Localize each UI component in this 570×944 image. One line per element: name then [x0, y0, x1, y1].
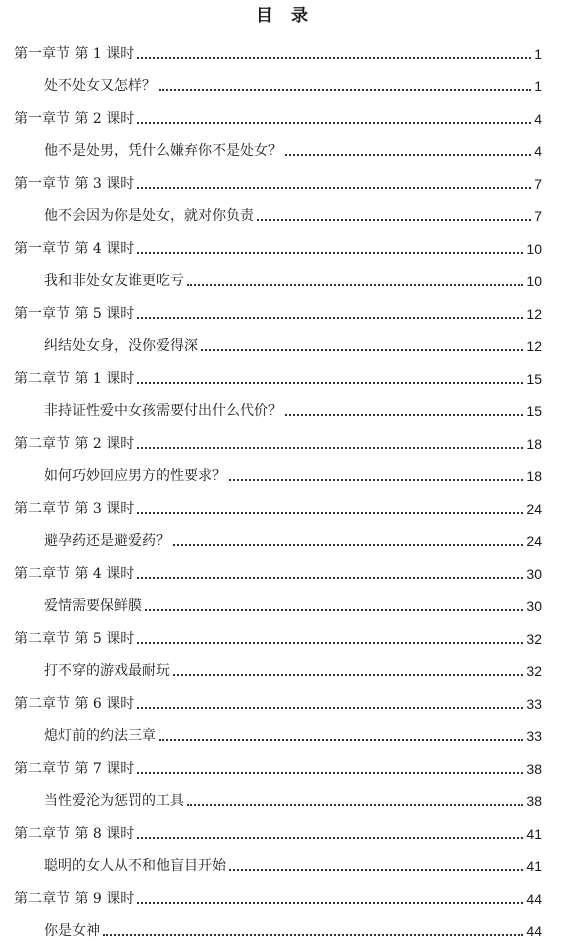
toc-title: 目 录 [0, 4, 570, 28]
toc-entry-title: 如何巧妙回应男方的性要求？ [44, 467, 226, 485]
dot-leader [137, 317, 523, 319]
toc-page-number: 15 [526, 402, 542, 420]
toc-page-number: 1 [534, 77, 542, 95]
toc-page-number: 33 [526, 695, 542, 713]
toc-list [0, 34, 570, 944]
toc-entry-title: 打不穿的游戏最耐玩 [44, 662, 170, 680]
dot-leader [229, 869, 523, 871]
toc-section-entry[interactable] [0, 457, 570, 490]
toc-page-number: 30 [526, 597, 542, 615]
toc-chapter-entry[interactable] [0, 554, 570, 587]
toc-page-number: 12 [526, 337, 542, 355]
toc-entry-title: 避孕药还是避爱药？ [44, 532, 170, 550]
toc-section-entry[interactable] [0, 327, 570, 360]
toc-entry-title: 当性爱沦为惩罚的工具 [44, 792, 184, 810]
dot-leader [137, 707, 523, 709]
dot-leader [137, 187, 531, 189]
toc-page-number: 10 [526, 240, 542, 258]
toc-section-entry[interactable] [0, 197, 570, 230]
toc-chapter-entry[interactable] [0, 489, 570, 522]
dot-leader [137, 902, 523, 904]
dot-leader [137, 837, 523, 839]
toc-chapter-entry[interactable] [0, 294, 570, 327]
toc-page-number: 18 [526, 435, 542, 453]
toc-page-number: 24 [526, 532, 542, 550]
toc-chapter-entry[interactable] [0, 164, 570, 197]
toc-entry-title: 他不是处男，凭什么嫌弃你不是处女？ [44, 142, 282, 160]
toc-entry-title: 我和非处女友谁更吃亏 [44, 272, 184, 290]
toc-page-number: 32 [526, 662, 542, 680]
toc-page-number: 44 [526, 922, 542, 940]
toc-chapter-entry[interactable] [0, 814, 570, 847]
dot-leader [137, 447, 523, 449]
toc-page-number: 4 [534, 110, 542, 128]
toc-entry-title: 第二章节 第 1 课时 [14, 370, 134, 388]
toc-page-number: 32 [526, 630, 542, 648]
dot-leader [229, 479, 523, 481]
toc-entry-title: 熄灯前的约法三章 [44, 727, 156, 745]
toc-page-number: 44 [526, 890, 542, 908]
toc-section-entry[interactable] [0, 392, 570, 425]
toc-entry-title: 第一章节 第 3 课时 [14, 175, 134, 193]
dot-leader [257, 219, 531, 221]
dot-leader [159, 89, 531, 91]
dot-leader [285, 414, 523, 416]
toc-page-number: 15 [526, 370, 542, 388]
toc-chapter-entry[interactable] [0, 749, 570, 782]
toc-entry-title: 他不会因为你是处女，就对你负责 [44, 207, 254, 225]
toc-page-number: 41 [526, 857, 542, 875]
toc-chapter-entry[interactable] [0, 684, 570, 717]
toc-section-entry[interactable] [0, 67, 570, 100]
toc-section-entry[interactable] [0, 132, 570, 165]
toc-entry-title: 第二章节 第 8 课时 [14, 825, 134, 843]
dot-leader [187, 284, 523, 286]
dot-leader [173, 674, 523, 676]
toc-section-entry[interactable] [0, 652, 570, 685]
toc-section-entry[interactable] [0, 717, 570, 750]
dot-leader [137, 642, 523, 644]
toc-page-number: 38 [526, 760, 542, 778]
toc-entry-title: 第一章节 第 1 课时 [14, 45, 134, 63]
toc-chapter-entry[interactable] [0, 99, 570, 132]
toc-page-number: 7 [534, 175, 542, 193]
toc-section-entry[interactable] [0, 587, 570, 620]
dot-leader [137, 57, 531, 59]
toc-page-number: 10 [526, 272, 542, 290]
toc-section-entry[interactable] [0, 912, 570, 944]
dot-leader [187, 804, 523, 806]
toc-chapter-entry[interactable] [0, 229, 570, 262]
dot-leader [145, 609, 523, 611]
toc-entry-title: 第二章节 第 9 课时 [14, 890, 134, 908]
toc-entry-title: 第二章节 第 2 课时 [14, 435, 134, 453]
toc-page-number: 7 [534, 207, 542, 225]
toc-chapter-entry[interactable] [0, 424, 570, 457]
dot-leader [137, 382, 523, 384]
toc-section-entry[interactable] [0, 847, 570, 880]
toc-chapter-entry[interactable] [0, 619, 570, 652]
dot-leader [173, 544, 523, 546]
toc-entry-title: 聪明的女人从不和他盲目开始 [44, 857, 226, 875]
dot-leader [103, 934, 523, 936]
toc-section-entry[interactable] [0, 522, 570, 555]
toc-entry-title: 第一章节 第 2 课时 [14, 110, 134, 128]
toc-entry-title: 非持证性爱中女孩需要付出什么代价？ [44, 402, 282, 420]
toc-page-number: 18 [526, 467, 542, 485]
dot-leader [137, 252, 523, 254]
toc-entry-title: 第一章节 第 4 课时 [14, 240, 134, 258]
toc-entry-title: 第二章节 第 7 课时 [14, 760, 134, 778]
toc-entry-title: 第二章节 第 6 课时 [14, 695, 134, 713]
toc-page-number: 12 [526, 305, 542, 323]
toc-entry-title: 爱情需要保鲜膜 [44, 597, 142, 615]
dot-leader [137, 772, 523, 774]
toc-page-number: 38 [526, 792, 542, 810]
toc-entry-title: 处不处女又怎样？ [44, 77, 156, 95]
toc-entry-title: 第一章节 第 5 课时 [14, 305, 134, 323]
toc-page-number: 41 [526, 825, 542, 843]
dot-leader [137, 512, 523, 514]
dot-leader [137, 122, 531, 124]
toc-entry-title: 第二章节 第 4 课时 [14, 565, 134, 583]
toc-entry-title: 你是女神 [44, 922, 100, 940]
dot-leader [285, 154, 531, 156]
toc-chapter-entry[interactable] [0, 359, 570, 392]
toc-page-number: 1 [534, 45, 542, 63]
dot-leader [137, 577, 523, 579]
toc-page-number: 4 [534, 142, 542, 160]
toc-page-number: 30 [526, 565, 542, 583]
toc-entry-title: 第二章节 第 5 课时 [14, 630, 134, 648]
toc-entry-title: 第二章节 第 3 课时 [14, 500, 134, 518]
toc-entry-title: 纠结处女身，没你爱得深 [44, 337, 198, 355]
toc-section-entry[interactable] [0, 262, 570, 295]
dot-leader [159, 739, 523, 741]
toc-chapter-entry[interactable] [0, 34, 570, 67]
toc-page-number: 24 [526, 500, 542, 518]
toc-chapter-entry[interactable] [0, 879, 570, 912]
toc-section-entry[interactable] [0, 782, 570, 815]
toc-page-number: 33 [526, 727, 542, 745]
dot-leader [201, 349, 523, 351]
